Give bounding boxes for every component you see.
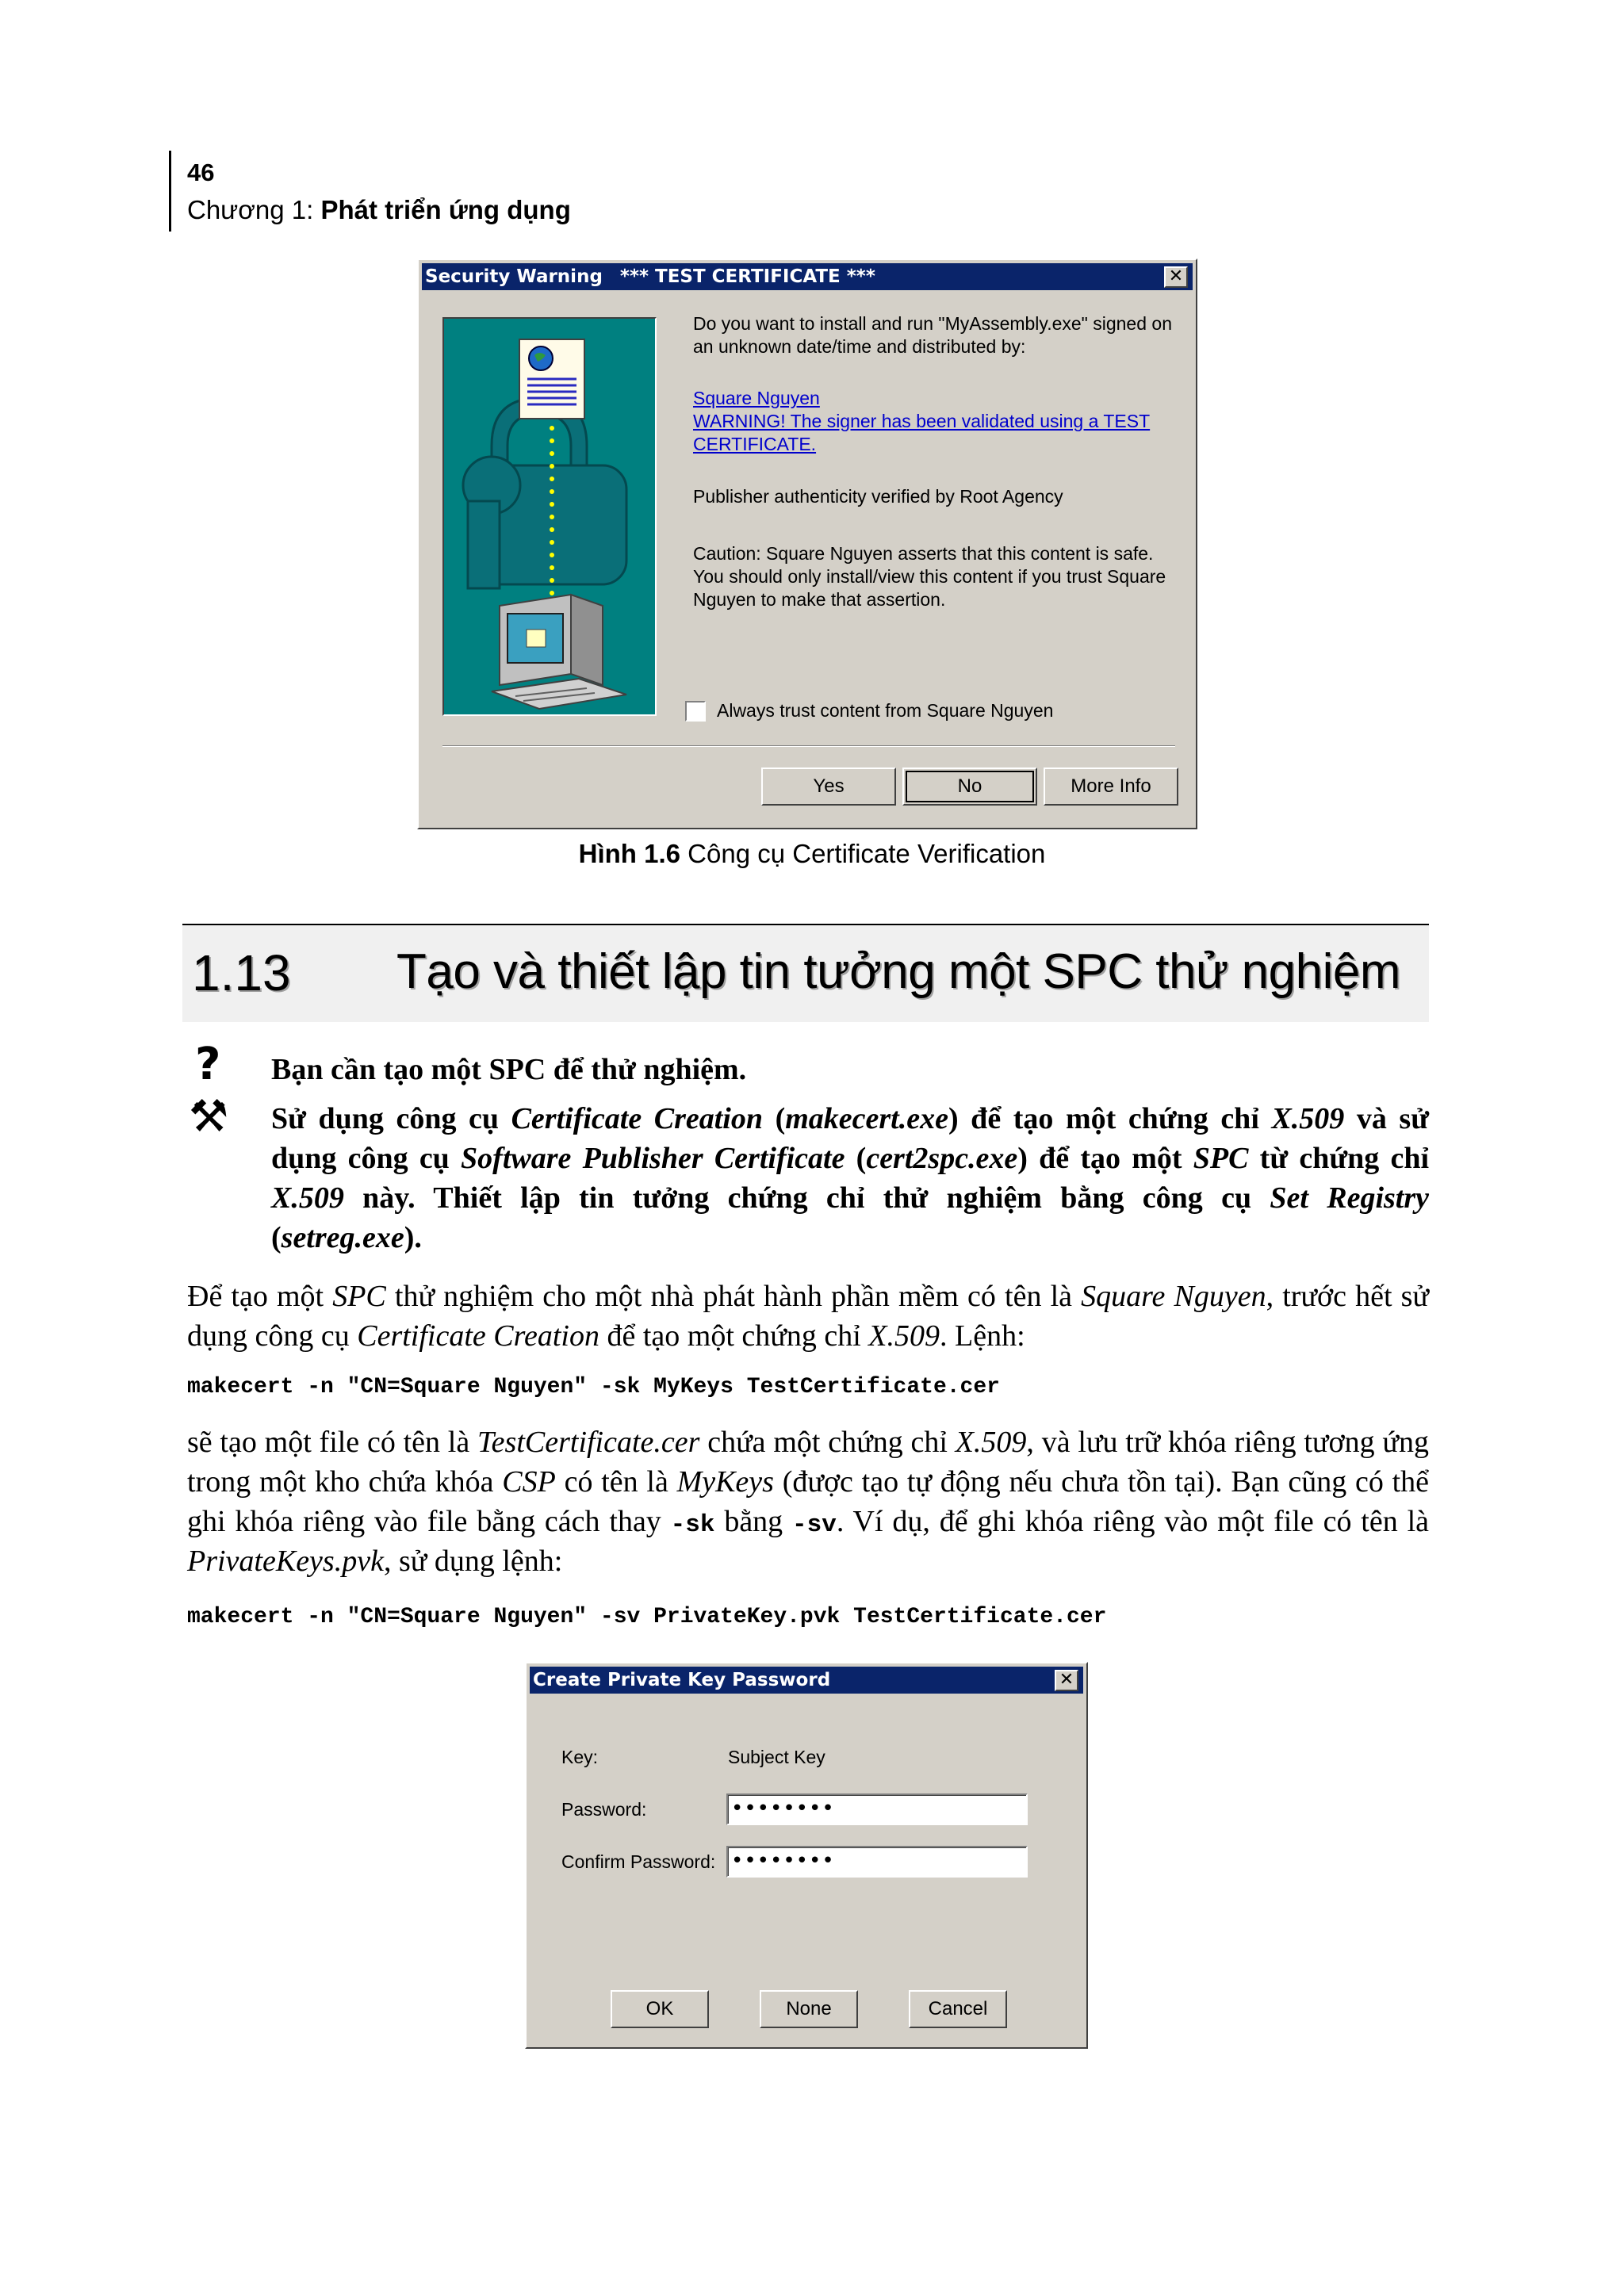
test-certificate-warning-link[interactable]: WARNING! The signer has been validated using a TEST CERTIFICATE. bbox=[693, 411, 1151, 454]
security-illustration bbox=[442, 317, 657, 716]
security-dialog-title-extra: *** TEST CERTIFICATE *** bbox=[619, 266, 875, 287]
key-label: Key: bbox=[561, 1747, 599, 1767]
yes-button[interactable]: Yes bbox=[761, 768, 896, 806]
section-number: 1.13 bbox=[192, 944, 291, 1001]
security-dialog-titlebar bbox=[422, 263, 1193, 290]
more-info-button[interactable]: More Info bbox=[1044, 768, 1178, 806]
figure-label: Hình 1.6 bbox=[578, 839, 680, 868]
figure-caption bbox=[0, 839, 1624, 869]
chapter-heading bbox=[187, 195, 571, 225]
close-icon[interactable]: ✕ bbox=[1164, 266, 1188, 288]
none-button[interactable]: None bbox=[760, 1990, 858, 2028]
chapter-prefix: Chương 1: bbox=[187, 195, 321, 224]
confirm-password-label: Confirm Password: bbox=[561, 1851, 716, 1872]
code-command-1: makecert -n "CN=Square Nguyen" -sk MyKeys TestCertificate.cer bbox=[187, 1375, 1000, 1399]
always-trust-checkbox[interactable] bbox=[685, 701, 706, 722]
security-warning-dialog bbox=[417, 258, 1197, 829]
problem-statement: Bạn cần tạo một SPC để thử nghiệm. bbox=[271, 1053, 747, 1086]
ok-button[interactable]: OK bbox=[611, 1990, 709, 2028]
chapter-title: Phát triển ứng dụng bbox=[320, 195, 571, 224]
security-dialog-title: Security Warning bbox=[425, 266, 603, 287]
confirm-password-field[interactable]: •••••••• bbox=[726, 1846, 1028, 1878]
password-field[interactable]: •••••••• bbox=[726, 1793, 1028, 1825]
signer-links bbox=[693, 387, 1185, 456]
problem-text bbox=[271, 1050, 1429, 1089]
create-private-key-password-dialog bbox=[525, 1662, 1088, 2049]
cancel-button[interactable]: Cancel bbox=[909, 1990, 1007, 2028]
figure-caption-text: Công cụ Certificate Verification bbox=[680, 839, 1046, 868]
always-trust-label: Always trust content from Square Nguyen bbox=[717, 700, 1054, 721]
authenticity-text: Publisher authenticity verified by Root Agency bbox=[693, 486, 1063, 507]
lock-certificate-computer-icon bbox=[444, 319, 655, 714]
key-value: Subject Key bbox=[728, 1747, 825, 1767]
header-rule bbox=[169, 151, 171, 232]
password-dialog-title: Create Private Key Password bbox=[533, 1670, 831, 1690]
password-label: Password: bbox=[561, 1799, 647, 1820]
close-icon[interactable]: ✕ bbox=[1055, 1670, 1078, 1691]
dialog-separator bbox=[442, 745, 1175, 747]
solution-text: Sử dụng công cụ Certificate Creation (makecert.exe) để tạo một chứng chỉ X.509 và sử dụng công cụ Software Publisher Certificate (cert2spc.exe) để tạo một SPC từ chứng chỉ X.509 này. Thiết lập tin tưởng chứng chỉ thử nghiệm bằng công cụ Set Registry (setreg.exe). bbox=[271, 1102, 1430, 1254]
question-icon: ? bbox=[195, 1039, 221, 1090]
publisher-link[interactable]: Square Nguyen bbox=[693, 388, 820, 408]
section-title: Tạo và thiết lập tin tưởng một SPC thử nghiệm bbox=[396, 944, 1400, 999]
paragraph-2: sẽ tạo một file có tên là TestCertificate.cer chứa một chứng chỉ X.509, và lưu trữ khóa riêng tương ứng trong một kho chứa khóa CSP có tên là MyKeys (được tạo tự động nếu chưa tồn tại). Bạn cũng có thể ghi khóa riêng vào file bằng cách thay -sk bằng -sv. Ví dụ, để ghi khóa riêng vào một file có tên là PrivateKeys.pvk, sử dụng lệnh: bbox=[187, 1426, 1429, 1578]
paragraph-1: Để tạo một SPC thử nghiệm cho một nhà phát hành phần mềm có tên là Square Nguyen, trước hết sử dụng công cụ Certificate Creation để tạo một chứng chỉ X.509. Lệnh: bbox=[187, 1280, 1430, 1353]
tools-icon: ⚒ bbox=[189, 1091, 229, 1143]
caution-text: Caution: Square Nguyen asserts that this content is safe. You should only install/view this content if you trust Square Nguyen to make that assertion. bbox=[693, 543, 1166, 610]
security-message: Do you want to install and run "MyAssembly.exe" signed on an unknown date/time and distributed by: bbox=[693, 313, 1172, 357]
no-button[interactable]: No bbox=[902, 768, 1037, 806]
code-command-2: makecert -n "CN=Square Nguyen" -sv PrivateKey.pvk TestCertificate.cer bbox=[187, 1605, 1107, 1629]
page-number: 46 bbox=[187, 159, 215, 186]
password-dialog-titlebar bbox=[530, 1667, 1083, 1694]
